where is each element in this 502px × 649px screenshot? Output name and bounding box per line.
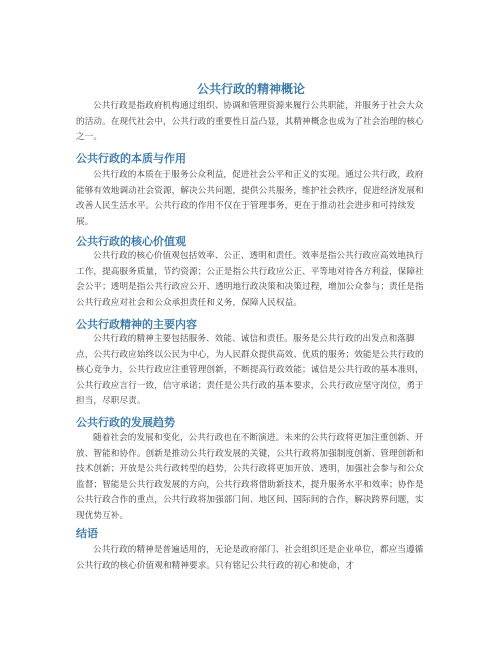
intro-paragraph: 公共行政是指政府机构通过组织、协调和管理资源来履行公共职能，并服务于社会大众的活动。在现代社会中，公共行政的重要性日益凸显，其精神概念也成为了社会治理的核心之一。 <box>76 101 424 142</box>
section-body-spirit: 公共行政的精神主要包括服务、效能、诚信和责任。服务是公共行政的出发点和落脚点，公共行政应始终以公民为中心，为人民群众提供高效、优质的服务；效能是公共行政的核心竞争力，公共行政应注重管理创新，不断提高行政效能；诚信是公共行政的基本准则，公共行政应言行一致，信守承诺；责任是公共行政的基本要求，公共行政应坚守岗位，勇于担当，尽职尽责。 <box>76 334 424 406</box>
section-heading-essence: 公共行政的本质与作用 <box>76 152 186 165</box>
page-title: 公共行政的精神概论 <box>196 82 305 96</box>
section-body-conclusion: 公共行政的精神是普遍适用的，无论是政府部门、社会组织还是企业单位，都应当遵循公共行政的核心价值观和精神要求。只有铭记公共行政的初心和使命，才 <box>76 545 424 571</box>
section-heading-trends: 公共行政的发展趋势 <box>76 416 175 429</box>
section-heading-values: 公共行政的核心价值观 <box>76 235 186 248</box>
section-body-trends: 随着社会的发展和变化，公共行政也在不断演进。未来的公共行政将更加注重创新、开放、智能和协作。创新是推动公共行政发展的关键，公共行政将加强制度创新、管理创新和技术创新；开放是公共行政转型的趋势，公共行政将更加开放、透明，加强社会参与和公众监督；智能是公共行政发展的方向，公共行政将借助新技术，提升服务水平和效率；协作是公共行政合作的重点，公共行政将加强部门间、地区间、国际间的合作，解决跨界问题，实现优势互补。 <box>76 433 424 521</box>
section-heading-conclusion: 结语 <box>76 527 98 540</box>
section-body-values: 公共行政的核心价值观包括效率、公正、透明和责任。效率是指公共行政应高效地执行工作，提高服务质量，节约资源；公正是指公共行政应公正、平等地对待各方利益，保障社会公平；透明是指公共行政应公开、透明地行政决策和决策过程，增加公众参与；责任是指公共行政应对社会和公众承担责任和义务，保障人民权益。 <box>76 251 424 308</box>
section-body-essence: 公共行政的本质在于服务公众利益，促进社会公平和正义的实现。通过公共行政，政府能够有效地调动社会资源，解决公共问题，提供公共服务，维护社会秩序，促进经济发展和改善人民生活水平。公共行政的作用不仅在于管理事务，更在于推动社会进步和可持续发展。 <box>76 170 424 227</box>
section-heading-spirit: 公共行政精神的主要内容 <box>76 318 197 331</box>
